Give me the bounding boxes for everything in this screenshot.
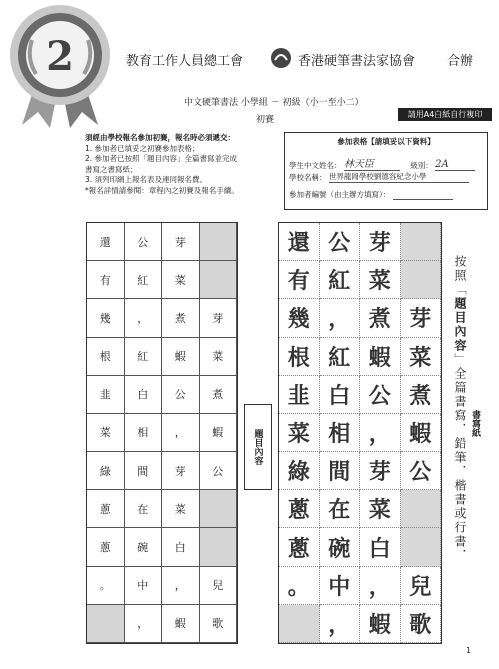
grid-cell <box>401 261 442 299</box>
grid-cell: 歌 <box>200 605 238 643</box>
grid-cell: 白 <box>162 528 200 566</box>
school-label: 學校名稱： <box>289 173 327 182</box>
grid-cell: 有 <box>87 261 125 299</box>
grid-cell: 菜 <box>401 338 442 376</box>
grid-cell: 公 <box>360 376 401 414</box>
instruction-bold: 題目內容 <box>453 297 467 353</box>
entry-instructions <box>85 133 283 207</box>
grid-cell: 菜 <box>279 414 320 452</box>
grid-cell <box>401 223 442 261</box>
joint-label: 合辦 <box>447 54 474 69</box>
grid-cell: 根 <box>87 338 125 376</box>
grid-cell: ， <box>162 567 200 605</box>
grid-cell: 芽 <box>360 452 401 490</box>
grid-cell: 。 <box>87 567 125 605</box>
instruction-post: 」全篇書寫．鉛筆．楷書或行書． <box>453 353 467 563</box>
name-field[interactable]: 林天臣 <box>344 155 400 171</box>
grid-cell: 菜 <box>162 490 200 528</box>
grid-cell: 芽 <box>360 223 401 261</box>
society-logo-icon <box>270 47 292 69</box>
grid-cell: 煮 <box>200 376 238 414</box>
text-content-grid <box>86 222 238 644</box>
grid-cell: 蝦 <box>200 414 238 452</box>
grid-cell: 韭 <box>87 376 125 414</box>
grid-cell: 芽 <box>162 452 200 490</box>
instruction-line: 書寫之書寫紙； <box>85 164 138 174</box>
grid-cell: 中 <box>125 567 163 605</box>
form-title: 參加表格【請填妥以下資料】 <box>337 137 435 146</box>
grid-cell: ， <box>320 605 361 643</box>
grid-cell: 韭 <box>279 376 320 414</box>
grid-cell: 蔥 <box>87 490 125 528</box>
medal-number: 2 <box>46 33 74 80</box>
grid-cell: 菜 <box>360 261 401 299</box>
medal-badge-icon <box>0 0 120 130</box>
grid-cell <box>401 528 442 566</box>
grid-cell: 還 <box>87 223 125 261</box>
writing-paper-label: 書寫紙 <box>470 410 480 437</box>
grid-cell: 還 <box>279 223 320 261</box>
grid-cell: 煮 <box>401 376 442 414</box>
grid-cell: 公 <box>320 223 361 261</box>
grid-cell: 公 <box>125 223 163 261</box>
grid-cell: ， <box>360 414 401 452</box>
grid-cell: 幾 <box>279 299 320 337</box>
grid-cell: ， <box>162 414 200 452</box>
grid-cell: 公 <box>200 452 238 490</box>
grid-cell: 間 <box>125 452 163 490</box>
grid-cell: 紅 <box>125 338 163 376</box>
instruction-line: 3. 須列印網上報名表及連同報名費。 <box>85 175 208 184</box>
name-label: 學生中文姓名： <box>289 161 342 170</box>
grid-cell: ， <box>125 605 163 643</box>
grid-cell: 中 <box>320 567 361 605</box>
grid-cell: 蝦 <box>401 414 442 452</box>
grid-cell: 公 <box>162 376 200 414</box>
grid-cell <box>279 605 320 643</box>
grid-cell: 白 <box>320 376 361 414</box>
text-content-label: 題目內容 <box>244 404 272 490</box>
grid-cell: 蝦 <box>360 605 401 643</box>
grid-cell: 紅 <box>320 338 361 376</box>
grid-cell: 相 <box>320 414 361 452</box>
paper-note: 請用A4白紙自行複印 <box>398 108 492 121</box>
grid-cell: 蝦 <box>162 605 200 643</box>
grid-cell: 綠 <box>279 452 320 490</box>
page-number: 1 <box>466 646 472 655</box>
class-field[interactable]: 2A <box>435 159 475 171</box>
writing-grid <box>278 222 442 644</box>
grid-cell: ， <box>360 567 401 605</box>
grid-cell <box>87 605 125 643</box>
grid-cell: 蔥 <box>279 528 320 566</box>
grid-cell: 幾 <box>87 299 125 337</box>
grid-cell <box>200 528 238 566</box>
grid-cell: 碗 <box>125 528 163 566</box>
grid-cell: 兒 <box>401 567 442 605</box>
grid-cell: 菜 <box>360 490 401 528</box>
grid-cell: 碗 <box>320 528 361 566</box>
grid-cell: 芽 <box>200 299 238 337</box>
organizer-2: 香港硬筆書法家協會 <box>298 54 416 69</box>
grid-cell: 相 <box>125 414 163 452</box>
grid-cell: 白 <box>360 528 401 566</box>
round-label: 初賽 <box>256 115 275 125</box>
grid-cell: 間 <box>320 452 361 490</box>
grid-cell: ， <box>320 299 361 337</box>
grid-cell: 有 <box>279 261 320 299</box>
grid-cell: 。 <box>279 567 320 605</box>
grid-cell: 菜 <box>200 338 238 376</box>
grid-cell <box>200 223 238 261</box>
grid-cell: 菜 <box>87 414 125 452</box>
instruction-line: *報名詳情請參閱：章程內之初賽及報名手續。 <box>85 185 239 195</box>
grid-cell: 芽 <box>162 223 200 261</box>
grid-cell: 蔥 <box>279 490 320 528</box>
instruction-line: 須經由學校報名參加初賽，報名時必須遞交： <box>85 133 235 142</box>
grid-cell: 兒 <box>200 567 238 605</box>
id-label: 參加者編號（由主辦方填寫）： <box>289 190 391 199</box>
grid-cell: 芽 <box>401 299 442 337</box>
school-field[interactable]: 世界龍岡學校劉德容紀念小學 <box>329 171 469 183</box>
grid-cell: 在 <box>320 490 361 528</box>
grid-cell: 根 <box>279 338 320 376</box>
grid-cell: 綠 <box>87 452 125 490</box>
organizer-1: 教育工作人員總工會 <box>126 54 244 69</box>
grid-cell: 白 <box>125 376 163 414</box>
competition-title: 中文硬筆書法 小學組 － 初級（小一至小二） <box>184 98 364 108</box>
id-field[interactable] <box>393 199 453 200</box>
grid-cell: 紅 <box>320 261 361 299</box>
grid-cell: 在 <box>125 490 163 528</box>
grid-cell: 蝦 <box>360 338 401 376</box>
grid-cell: 菜 <box>162 261 200 299</box>
grid-cell: 歌 <box>401 605 442 643</box>
grid-cell: 煮 <box>162 299 200 337</box>
grid-cell <box>401 490 442 528</box>
instruction-pre: 按照「 <box>453 255 467 297</box>
grid-cell: 紅 <box>125 261 163 299</box>
grid-cell <box>200 490 238 528</box>
grid-cell: 蝦 <box>162 338 200 376</box>
grid-cell: 公 <box>401 452 442 490</box>
grid-cell: ， <box>125 299 163 337</box>
entry-form <box>284 132 488 210</box>
grid-cell: 蔥 <box>87 528 125 566</box>
grid-cell: 煮 <box>360 299 401 337</box>
instruction-line: 2. 參加者已按照「題目內容」全篇書寫並完成 <box>85 154 238 163</box>
instruction-line: 1. 參加者已填妥之初賽參加表格； <box>85 143 200 153</box>
class-label: 級別： <box>410 161 433 170</box>
grid-cell <box>200 261 238 299</box>
